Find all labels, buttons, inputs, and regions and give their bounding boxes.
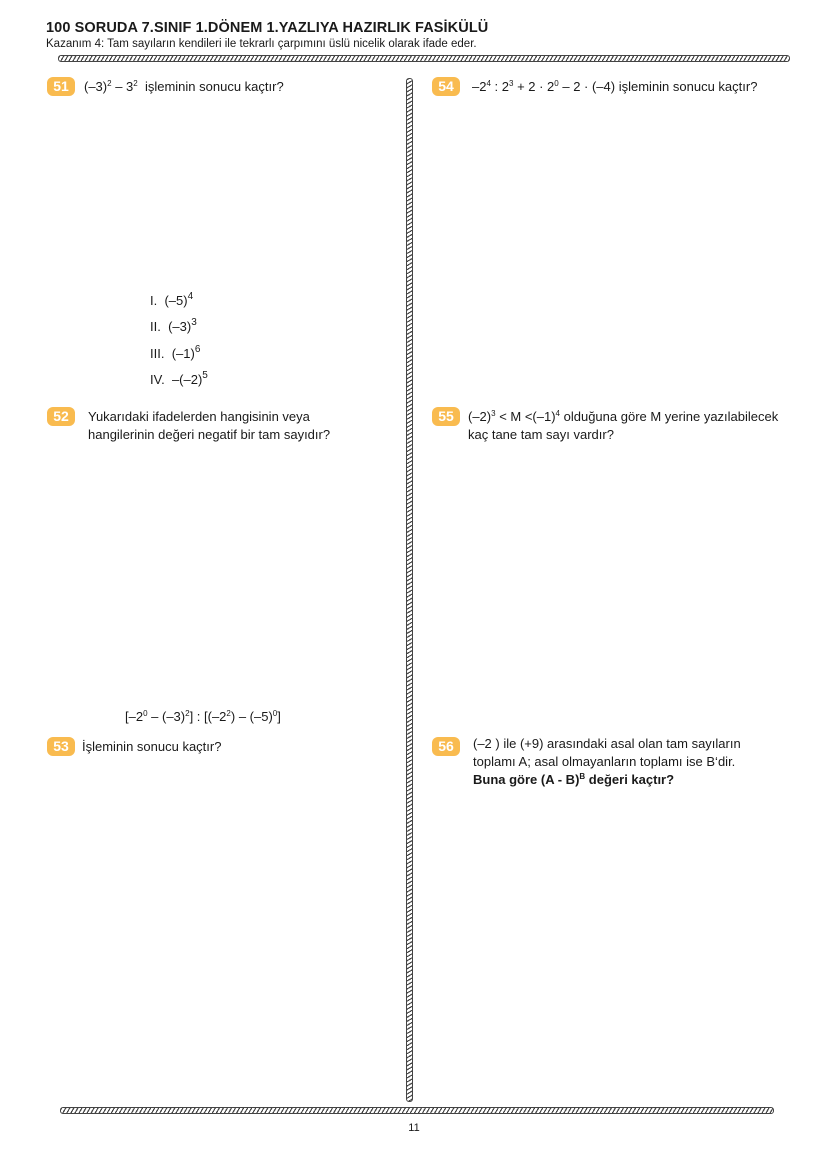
- question-56-badge: 56: [432, 737, 460, 756]
- question-56-line3: Buna göre (A - B)$^B$ değeri kaçtır?: [473, 772, 675, 787]
- header-rope-divider: [58, 55, 790, 62]
- question-52-line2: hangilerinin değeri negatif bir tam sayıdır?: [88, 427, 331, 442]
- question-52-badge: 52: [47, 407, 75, 426]
- option-ii: II. $(-3)^3$: [150, 317, 197, 334]
- question-51-prompt: işleminin sonucu kaçtır?: [144, 79, 284, 94]
- option-iv: IV. $-(-2)^5$: [150, 370, 208, 387]
- question-53-prompt: İşleminin sonucu kaçtır?: [82, 739, 222, 754]
- question-55-inequality: $(-2)^3 < M <(-1)^4$: [468, 409, 560, 424]
- page-subtitle: Kazanım 4: Tam sayıların kendileri ile tekrarlı çarpımını üslü nicelik olarak ifade eder.: [46, 38, 477, 50]
- question-53-badge: 53: [47, 737, 75, 756]
- option-i: I. $(-5)^4$: [150, 291, 194, 308]
- question-56-line2: toplamı A; asal olmayanların toplamı ise B‘dir.: [473, 754, 736, 769]
- question-55-line1-tail: olduğuna göre M yerine yazılabilecek: [563, 409, 779, 424]
- question-54-badge: 54: [432, 77, 460, 96]
- question-55-line2: kaç tane tam sayı vardır?: [468, 427, 614, 442]
- question-55-line1: [468, 408, 778, 426]
- question-53-expression: $[-2^0 - (-3)^2]$ : $[(-2^2) - (-5)^0]$: [125, 709, 281, 724]
- question-51-badge: 51: [47, 77, 75, 96]
- footer-rope-divider: [60, 1107, 774, 1114]
- question-54-prompt: işleminin sonucu kaçtır?: [618, 79, 758, 94]
- question-52-line1: Yukarıdaki ifadelerden hangisinin veya: [88, 409, 310, 424]
- vertical-rope-divider: [406, 78, 413, 1102]
- question-56-line1: (–2 ) ile (+9) arasındaki asal olan tam sayıların: [473, 736, 741, 751]
- question-51-expression: $(-3)^2 - 3^2$: [84, 79, 138, 94]
- question-55-badge: 55: [432, 407, 460, 426]
- question-51-text: [84, 78, 284, 96]
- question-54-text: [472, 78, 757, 96]
- page-number: 11: [408, 1122, 420, 1134]
- option-iii: III. $(-1)^6$: [150, 344, 201, 361]
- question-54-expression: $-2^4$ : $2^3 + 2 \cdot 2^0 - 2 \cdot (-4)$: [472, 79, 616, 94]
- page-title: 100 SORUDA 7.SINIF 1.DÖNEM 1.YAZLIYA HAZIRLIK FASİKÜLÜ: [46, 20, 489, 36]
